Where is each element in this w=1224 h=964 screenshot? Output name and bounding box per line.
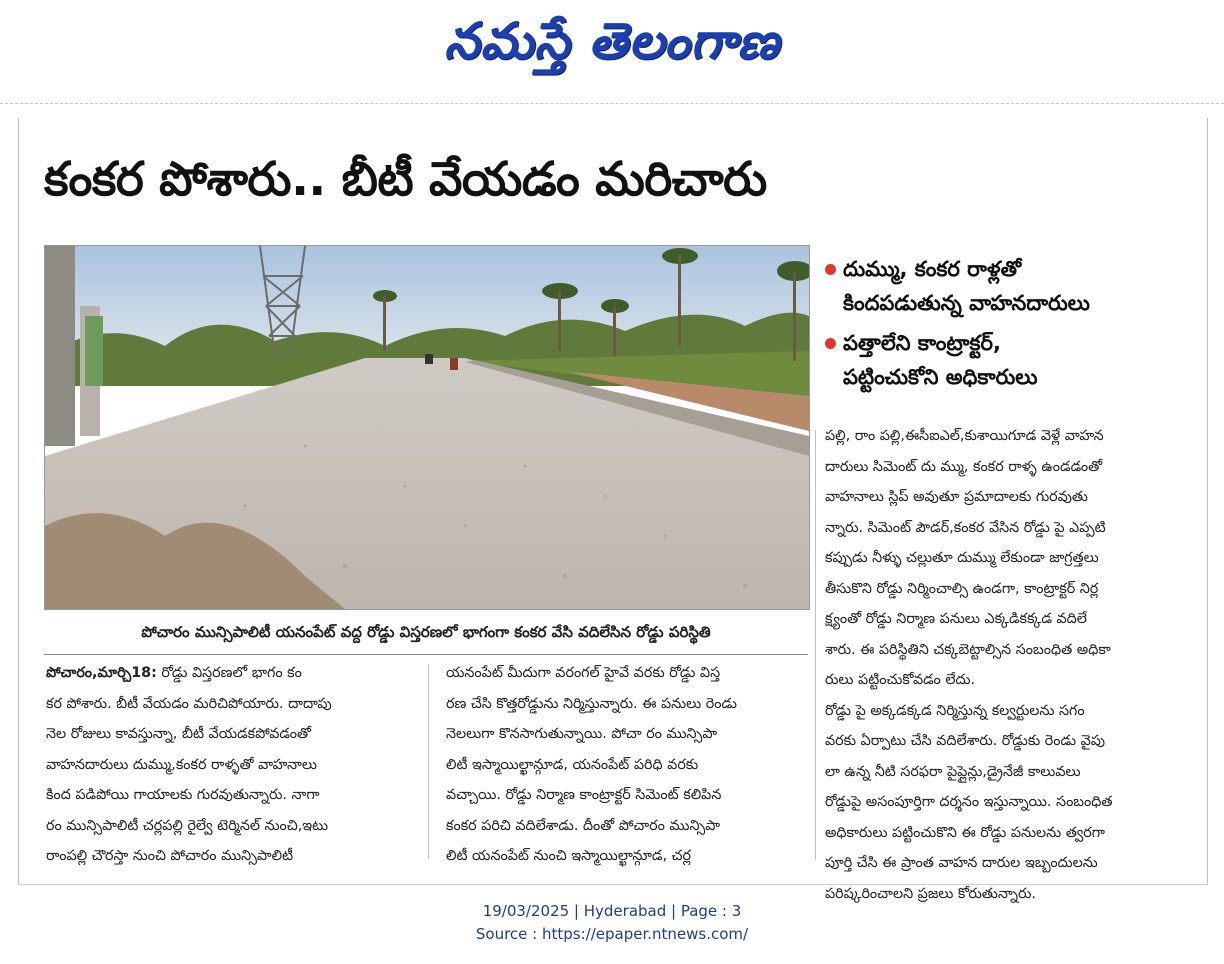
highlight-line: పత్తాలేని కాంట్రాక్టర్, [843, 331, 1001, 355]
body-line: వరకు ఏర్పాటు చేసి వదిలేశారు. రోడ్డుకు రెండు వైపు [825, 733, 1106, 749]
body-line: తీసుకొని రోడ్డు నిర్మించాల్సి ఉండగా, కాంట్రాక్టర్ నిర్ల [825, 580, 1099, 597]
footer-source-link[interactable]: Source : https://epaper.ntnews.com/ [475, 925, 749, 943]
highlights [825, 252, 1195, 400]
body-line: వచ్చాయి. రోడ్డు నిర్మాణ కాంట్రాక్టర్ సిమెంట్ కలిపిన [446, 787, 722, 803]
body-line: క్ష్యంతో రోడ్డు నిర్మాణ పనులు ఎక్కడికక్కడ వదిలే [825, 611, 1087, 627]
body-line: రోడ్డుపై అసంపూర్తిగా దర్శనం ఇస్తున్నాయి. సంబంధిత [825, 794, 1113, 810]
masthead [0, 0, 1224, 95]
body-column-1 [46, 658, 416, 872]
body-line: రాంపల్లి చౌరస్తా నుంచి పోచారం మున్సిపాలిటీ [46, 848, 294, 864]
body-line: అధికారులు పట్టించుకొని ఈ రోడ్డు పనులను త్వరగా [825, 824, 1105, 841]
body-line: పల్లి, రాం పల్లి,ఈసీఐఎల్,కుశాయిగూడ వెళ్లే వాహన [825, 428, 1104, 444]
headline: కంకర పోశారు.. బీటీ వేయడం మరిచారు [44, 152, 767, 207]
body-line: రణ చేసి కొత్తరోడ్డును నిర్మిస్తున్నారు. ఈ పనులు రెండు [446, 695, 737, 712]
masthead-logo: నమస్తే తెలంగాణ [444, 12, 780, 70]
highlight-line: దుమ్ము, కంకర రాళ్లతో [843, 257, 1022, 281]
body-line: శారు. ఈ పరిస్థితిని చక్కబెట్టాల్సిన సంబంధిత అధికా [825, 641, 1111, 658]
body-column-3 [825, 421, 1195, 909]
column-divider [815, 430, 816, 860]
body-line: పరిష్కరించాలని ప్రజలు కోరుతున్నారు. [825, 885, 1036, 902]
body-line: వాహనదారులు దుమ్ము,కంకర రాళ్ళతో వాహనాలు [46, 756, 317, 773]
body-line: నెలలుగా కొనసాగుతున్నాయి. పోచా రం మున్సిపా [446, 726, 718, 742]
body-line: లిటీ యనంపేట్ నుంచి ఇస్మాయిల్ఖాన్గూడ, చర్ల [446, 848, 691, 864]
dateline: పోచారం,మార్చి18: [46, 665, 157, 681]
body-line: యనంపేట్ మీదుగా వరంగల్ హైవే వరకు రోడ్డు విస్త [446, 665, 721, 681]
body-line: కింద పడిపోయి గాయాలకు గురవుతున్నారు. నాగా [46, 787, 320, 803]
highlight-line: పట్టించుకోని అధికారులు [843, 365, 1038, 389]
body-line: రోడ్డు పై అక్కడక్కడ నిర్మిస్తున్న కల్వర్టులను సగం [825, 702, 1085, 719]
body-line: వాహనాలు స్లిప్ అవుతూ ప్రమాదాలకు గురవుతు [825, 489, 1088, 505]
body-line: రం మున్సిపాలిటీ చర్లపల్లి రైల్వే టెర్మినల్ నుంచి,ఇటు [46, 817, 329, 834]
top-divider [0, 103, 1224, 104]
body-line: పూర్తి చేసి ఈ ప్రాంత వాహన దారుల ఇబ్బందులను [825, 855, 1098, 871]
photo-caption: పోచారం మున్సిపాలిటీ యనంపేట్ వద్ద రోడ్డు విస్తరణలో భాగంగా కంకర వేసి వదిలేసిన రోడ్డు పరిస్థితి [44, 610, 808, 655]
bullet-icon [825, 338, 836, 349]
highlight-line: కిందపడుతున్న వాహనదారులు [843, 291, 1090, 315]
body-line: దారులు సిమెంట్ దు మ్ము, కంకర రాళ్ళ ఉండడంతో [825, 458, 1103, 475]
body-line: కర పోశారు. బీటీ వేయడం మరిచిపోయారు. దాదాపు [46, 695, 332, 712]
body-line: రులు పట్టించుకోవడం లేదు. [825, 672, 976, 688]
body-column-2 [446, 658, 806, 872]
highlight-item [825, 252, 1195, 320]
road-photo [44, 245, 810, 610]
body-line: లిటీ ఇస్మాయిల్ఖాన్గూడ, యనంపేట్ పరిధి వరకు [446, 756, 699, 773]
body-line: లా ఉన్న నీటి సరఫరా పైప్లైన్లు,డ్రైనేజీ కాలువలు [825, 763, 1081, 780]
highlight-item [825, 326, 1195, 394]
body-line: నెల రోజులు కావస్తున్నా, బీటీ వేయడకపోవడంతో [46, 726, 311, 742]
body-line: కప్పుడు నీళ్ళు చల్లుతూ దుమ్ము లేకుండా జాగ్రత్తలు [825, 550, 1099, 566]
body-text: రోడ్డు విస్తరణలో భాగం కం [156, 665, 302, 681]
bullet-icon [825, 264, 836, 275]
body-line: కంకర పరిచి వదిలేశాడు. దీంతో పోచారం మున్సిపా [446, 817, 720, 834]
body-line: న్నారు. సిమెంట్ పౌడర్,కంకర వేసిన రోడ్డు పై ఎప్పటి [825, 519, 1106, 536]
body-line [46, 658, 416, 689]
column-divider [428, 664, 429, 859]
footer-date-location: 19/03/2025 | Hyderabad | Page : 3 [482, 902, 742, 920]
